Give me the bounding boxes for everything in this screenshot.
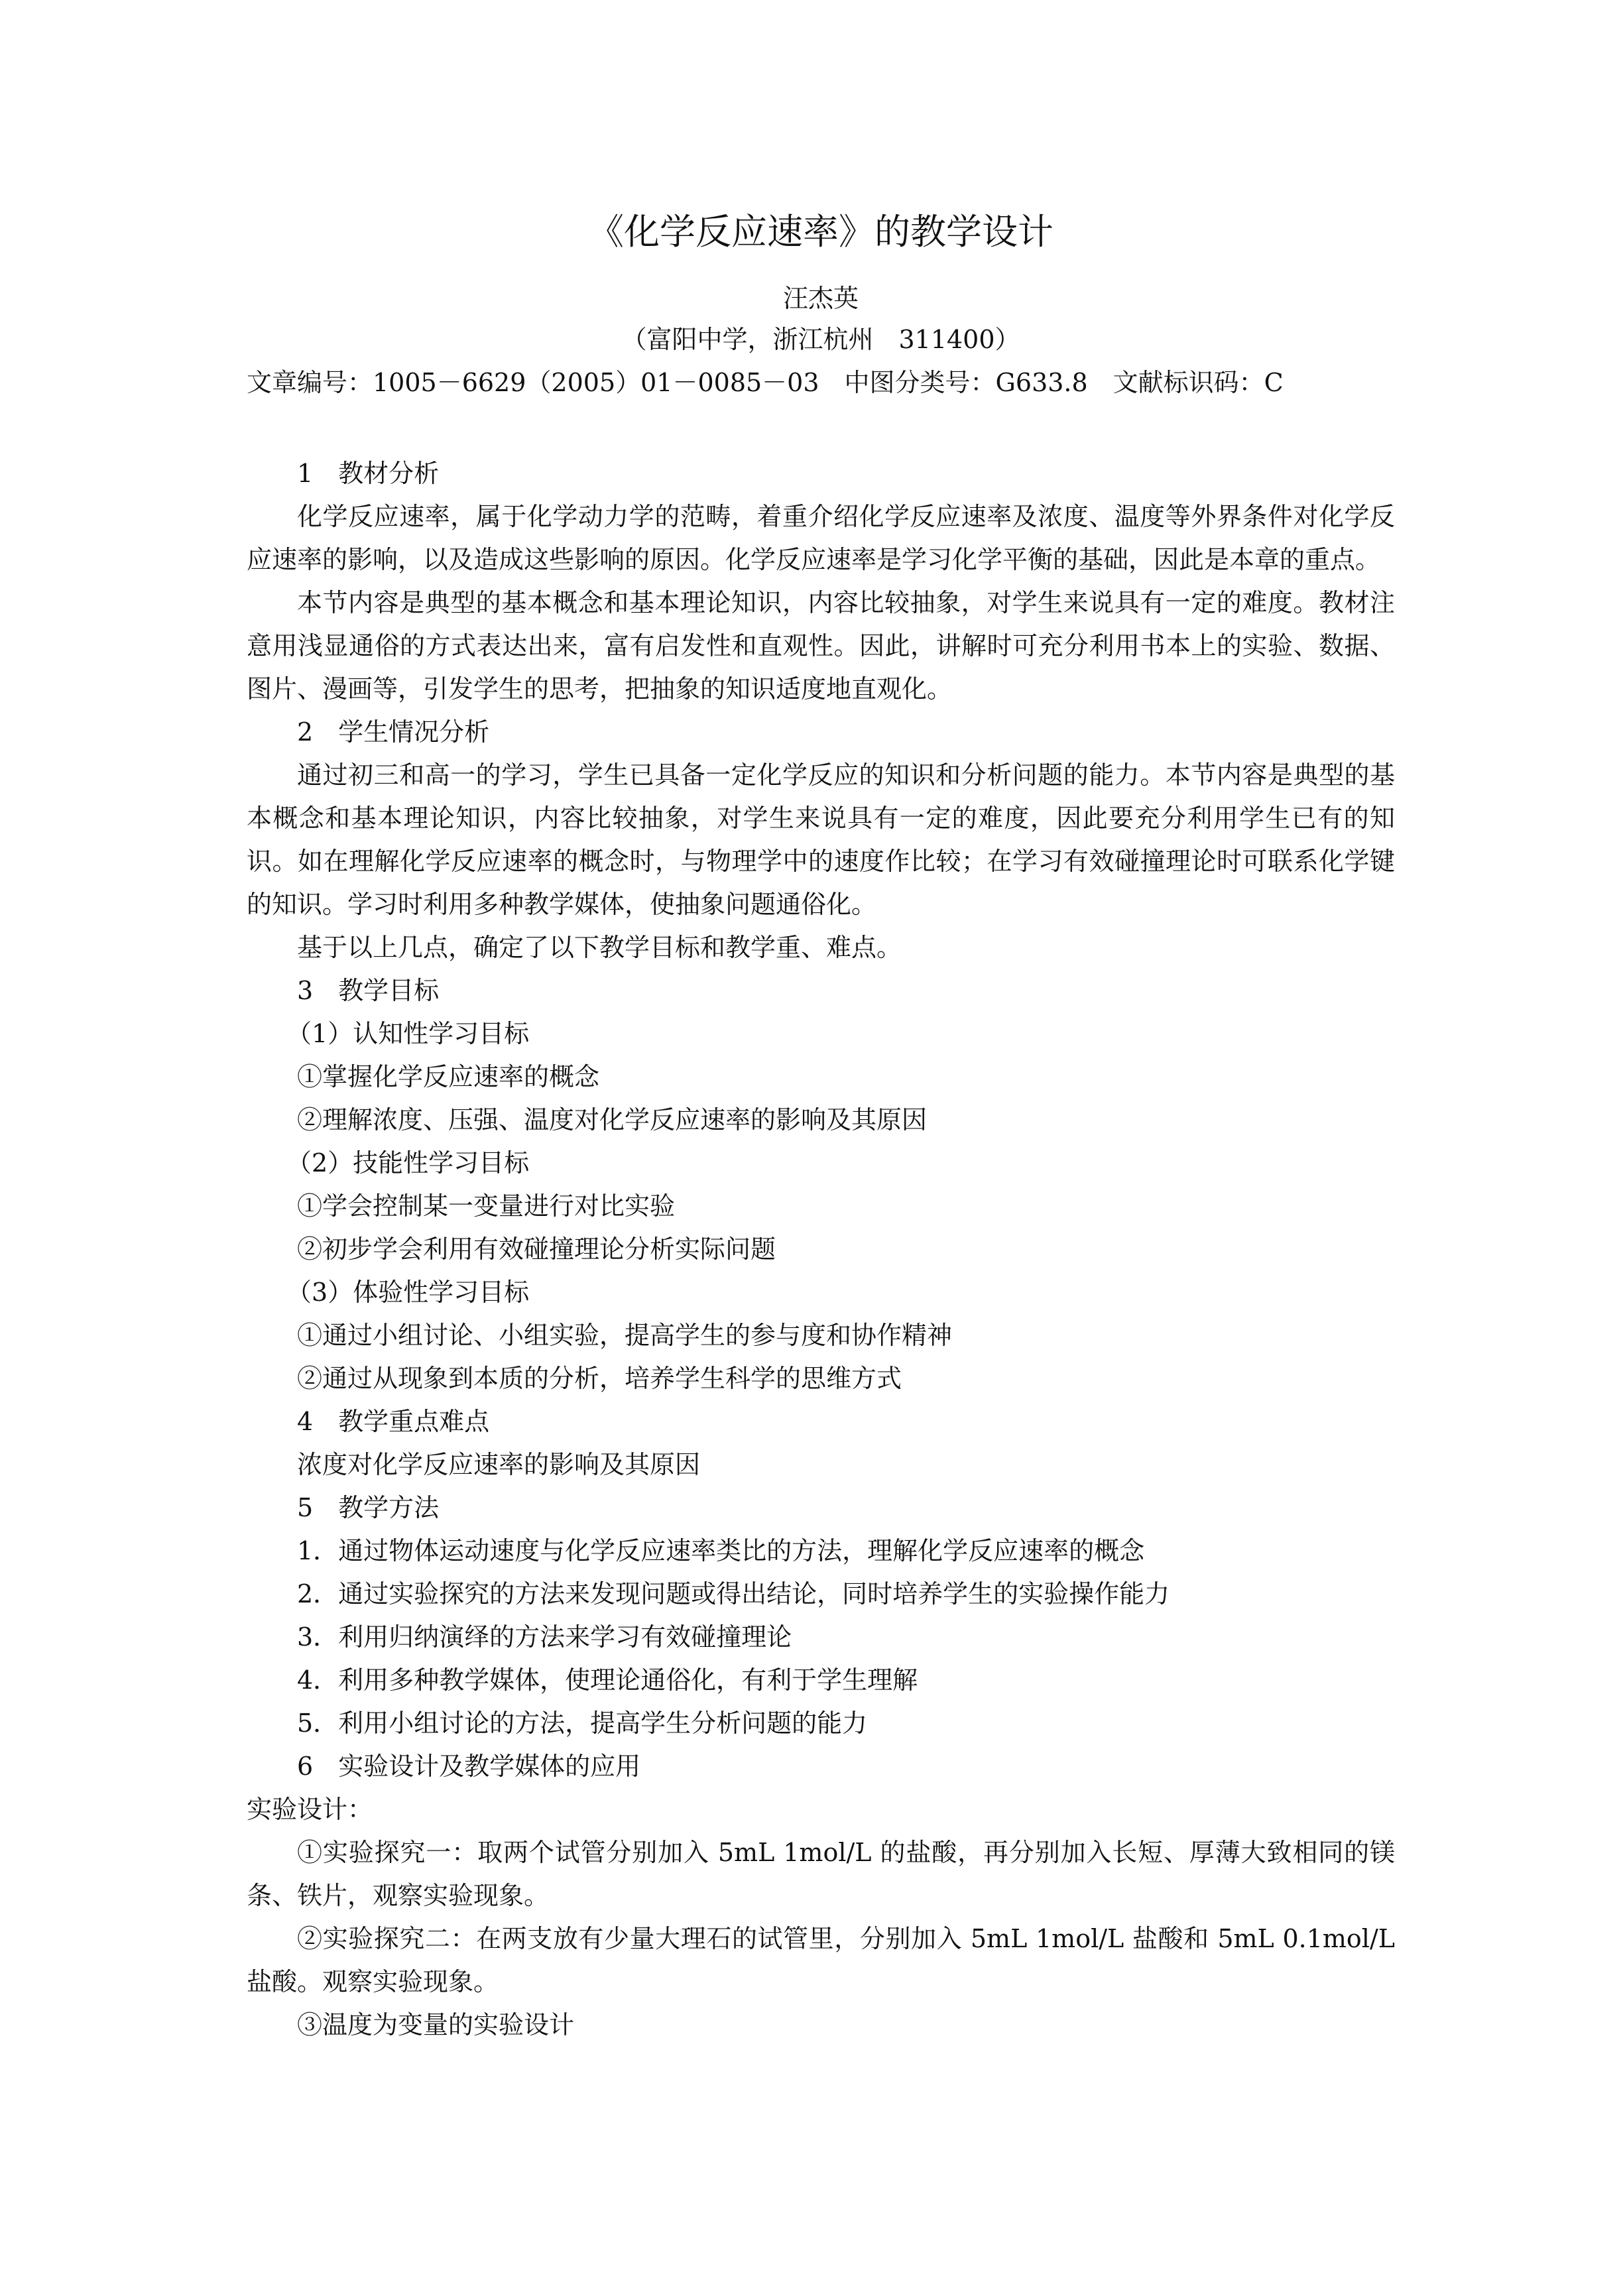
goal-group-3: （3）体验性学习目标	[286, 1278, 530, 1307]
method-item: 5．利用小组讨论的方法，提高学生分析问题的能力	[297, 1709, 868, 1738]
goal-item: ①通过小组讨论、小组实验，提高学生的参与度和协作精神	[297, 1321, 953, 1350]
author-name: 汪杰英	[782, 284, 859, 313]
goal-group-2: （2）技能性学习目标	[286, 1148, 530, 1178]
document-title: 《化学反应速率》的教学设计	[588, 211, 1053, 253]
experiment-design-label: 实验设计：	[247, 1795, 373, 1824]
article-metadata: 文章编号：1005－6629（2005）01－0085－03 中图分类号：G633.8 文献标识码：C	[247, 368, 1284, 397]
section-1-paragraph-2: 本节内容是典型的基本概念和基本理论知识，内容比较抽象，对学生来说具有一定的难度。教材注意用浅显通俗的方式表达出来，富有启发性和直观性。因此，讲解时可充分利用书本上的实验、数据、图片、漫画等，引发学生的思考，把抽象的知识适度地直观化。	[247, 588, 1395, 703]
experiment-2: ②实验探究二：在两支放有少量大理石的试管里，分别加入 5mL 1mol/L 盐酸和 5mL 0.1mol/L 盐酸。观察实验现象。	[247, 1924, 1395, 1996]
section-5-heading: 5 教学方法	[297, 1493, 440, 1522]
author-affiliation: （富阳中学，浙江杭州 311400）	[621, 325, 1020, 354]
goal-group-1: （1）认知性学习目标	[286, 1019, 530, 1048]
section-3-heading: 3 教学目标	[297, 976, 440, 1005]
section-2-heading: 2 学生情况分析	[297, 717, 490, 747]
section-2-paragraph-1: 通过初三和高一的学习，学生已具备一定化学反应的知识和分析问题的能力。本节内容是典型的基本概念和基本理论知识，内容比较抽象，对学生来说具有一定的难度，因此要充分利用学生已有的知识。如在理解化学反应速率的概念时，与物理学中的速度作比较；在学习有效碰撞理论时可联系化学键的知识。学习时利用多种教学媒体，使抽象问题通俗化。	[247, 760, 1395, 919]
method-item: 2．通过实验探究的方法来发现问题或得出结论，同时培养学生的实验操作能力	[297, 1579, 1170, 1608]
experiment-1: ①实验探究一：取两个试管分别加入 5mL 1mol/L 的盐酸，再分别加入长短、厚薄大致相同的镁条、铁片，观察实验现象。	[247, 1838, 1395, 1910]
section-1-heading: 1 教材分析	[297, 459, 440, 488]
section-2-paragraph-2: 基于以上几点，确定了以下教学目标和教学重、难点。	[297, 933, 902, 962]
goal-item: ②通过从现象到本质的分析，培养学生科学的思维方式	[297, 1364, 902, 1393]
goal-item: ①学会控制某一变量进行对比实验	[297, 1191, 676, 1221]
experiment-3: ③温度为变量的实验设计	[297, 2010, 575, 2039]
section-6-heading: 6 实验设计及教学媒体的应用	[297, 1752, 641, 1781]
goal-item: ②初步学会利用有效碰撞理论分析实际问题	[297, 1235, 776, 1264]
document-page	[247, 0, 1395, 2296]
document-body	[247, 452, 1395, 2047]
goal-item: ①掌握化学反应速率的概念	[297, 1062, 600, 1091]
section-4-paragraph: 浓度对化学反应速率的影响及其原因	[297, 1450, 701, 1479]
method-item: 3．利用归纳演绎的方法来学习有效碰撞理论	[297, 1622, 792, 1652]
method-item: 4．利用多种教学媒体，使理论通俗化，有利于学生理解	[297, 1665, 918, 1695]
section-1-paragraph-1: 化学反应速率，属于化学动力学的范畴，着重介绍化学反应速率及浓度、温度等外界条件对化学反应速率的影响，以及造成这些影响的原因。化学反应速率是学习化学平衡的基础，因此是本章的重点。	[247, 502, 1395, 574]
section-4-heading: 4 教学重点难点	[297, 1407, 490, 1436]
method-item: 1．通过物体运动速度与化学反应速率类比的方法，理解化学反应速率的概念	[297, 1536, 1145, 1565]
goal-item: ②理解浓度、压强、温度对化学反应速率的影响及其原因	[297, 1105, 928, 1134]
